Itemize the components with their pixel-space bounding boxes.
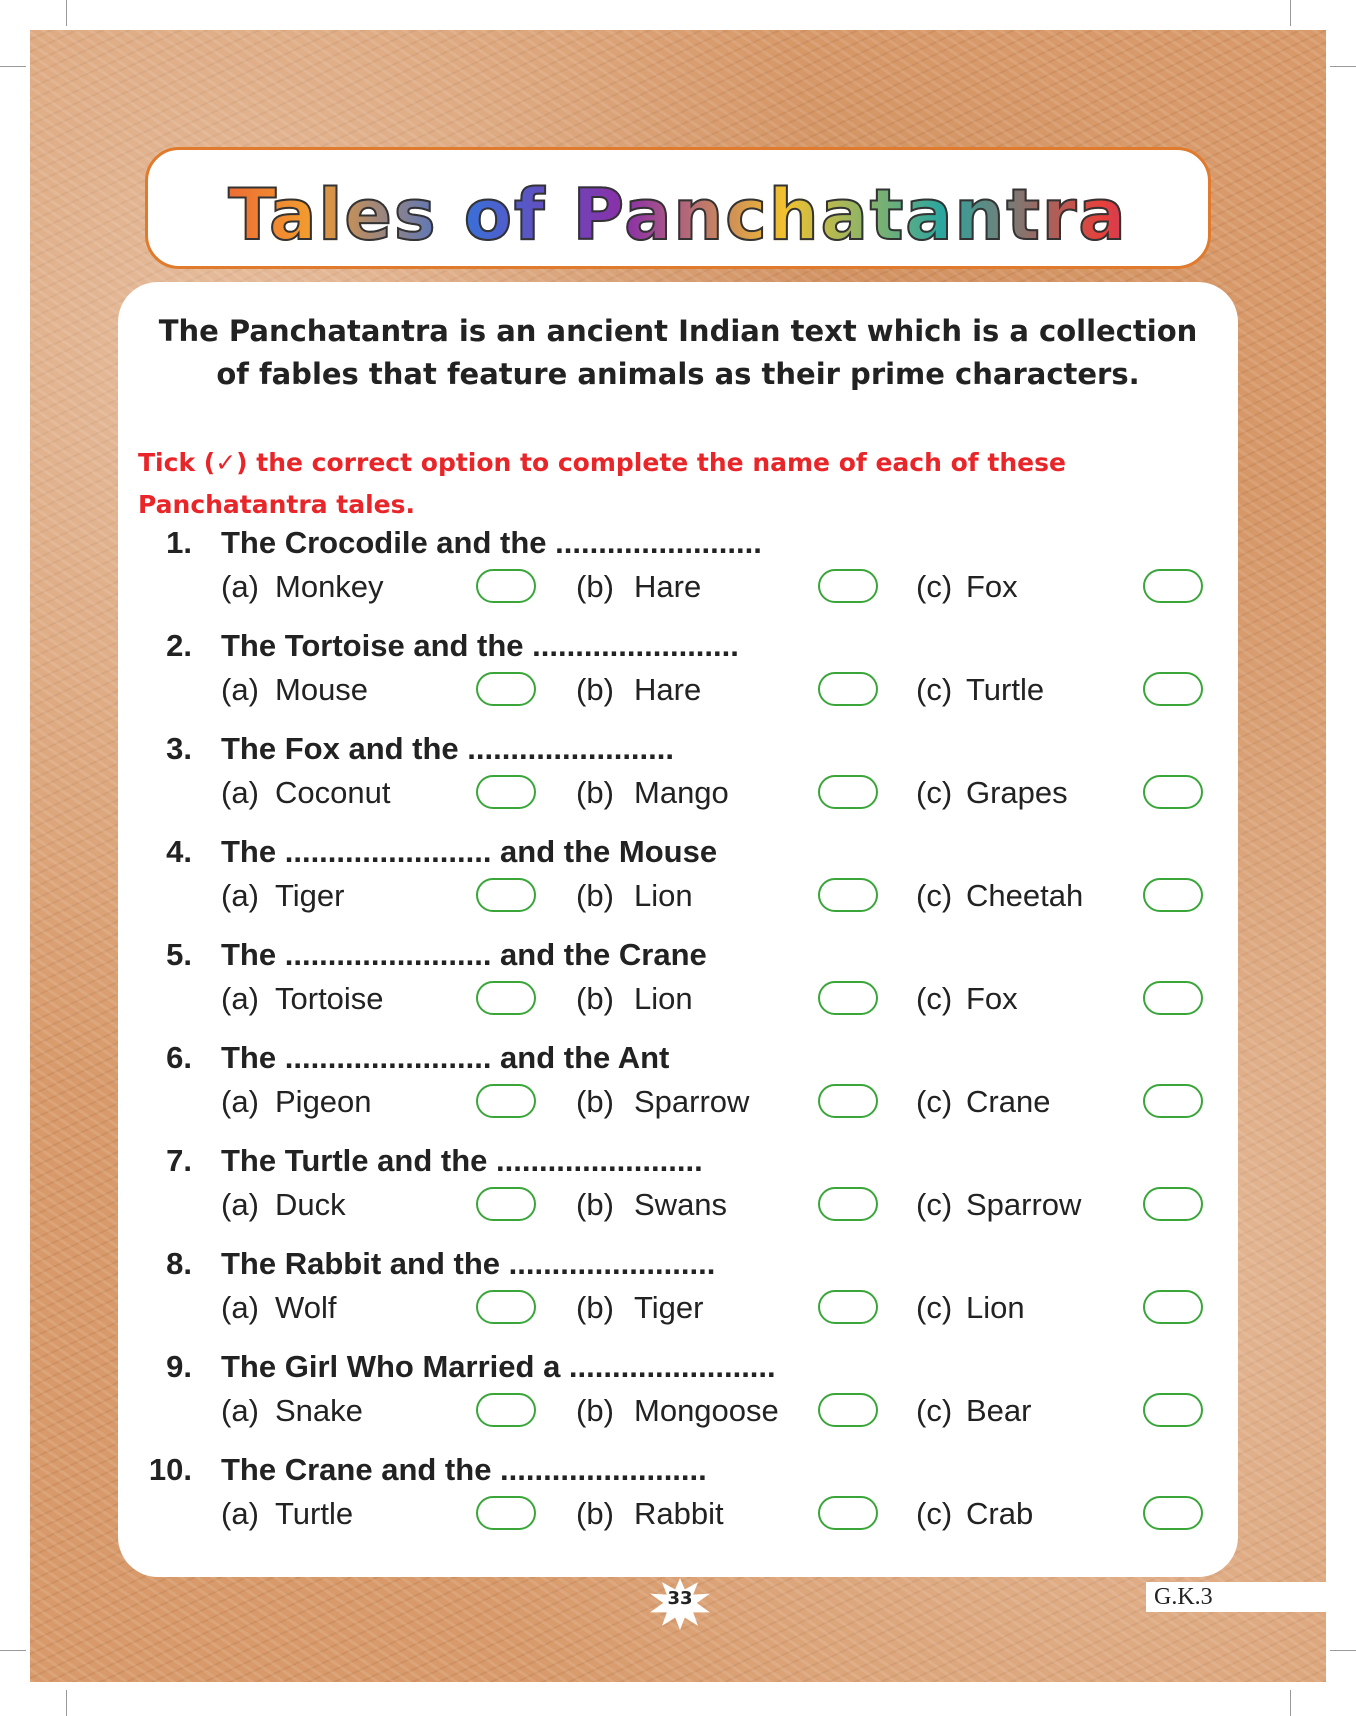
instruction-text: Tick (✓) the correct option to complete the name of each of these Panchatantra tales. xyxy=(138,448,1066,519)
option-letter: (c) xyxy=(916,1393,953,1428)
option-letter: (c) xyxy=(916,1496,953,1531)
option-label: Fox xyxy=(966,981,1018,1016)
option-label: Lion xyxy=(966,1290,1025,1325)
option-label: Tortoise xyxy=(275,981,384,1016)
question-number: 7. xyxy=(166,1143,192,1178)
tick-box[interactable] xyxy=(818,672,878,706)
question-row xyxy=(118,834,1238,937)
option-letter: (c) xyxy=(916,981,953,1016)
option-label: Tiger xyxy=(634,1290,704,1325)
tick-box[interactable] xyxy=(476,569,536,603)
option-label: Duck xyxy=(275,1187,346,1222)
tick-box[interactable] xyxy=(818,1290,878,1324)
option-letter: (c) xyxy=(916,672,953,707)
option-letter: (a) xyxy=(221,569,259,604)
intro-line-1: The Panchatantra is an ancient Indian text which is a collection xyxy=(158,314,1198,348)
option-label: Tiger xyxy=(275,878,345,913)
tick-box[interactable] xyxy=(818,1393,878,1427)
question-text: The Turtle and the ........................ xyxy=(221,1143,703,1178)
option-label: Hare xyxy=(634,569,702,604)
option-label: Lion xyxy=(634,981,693,1016)
option-label: Grapes xyxy=(966,775,1068,810)
option-letter: (b) xyxy=(576,569,614,604)
crop-mark xyxy=(1330,1650,1356,1651)
question-text: The Crane and the ........................ xyxy=(221,1452,707,1487)
tick-box[interactable] xyxy=(476,672,536,706)
tick-box[interactable] xyxy=(1143,1496,1203,1530)
tick-box[interactable] xyxy=(476,1290,536,1324)
question-number: 1. xyxy=(166,525,192,560)
option-label: Sparrow xyxy=(966,1187,1082,1222)
intro-paragraph xyxy=(118,310,1238,396)
option-label: Mango xyxy=(634,775,729,810)
tick-box[interactable] xyxy=(818,1084,878,1118)
tick-box[interactable] xyxy=(818,569,878,603)
page-title: Tales of Panchatantra xyxy=(148,174,1208,256)
question-row xyxy=(118,1349,1238,1452)
question-text: The Fox and the ........................ xyxy=(221,731,674,766)
crop-mark xyxy=(1330,66,1356,67)
tick-box[interactable] xyxy=(476,1496,536,1530)
option-letter: (b) xyxy=(576,1187,614,1222)
option-letter: (a) xyxy=(221,981,259,1016)
book-label: G.K.3 xyxy=(1146,1582,1326,1612)
page-number: 33 xyxy=(667,1588,693,1609)
question-number: 5. xyxy=(166,937,192,972)
tick-box[interactable] xyxy=(1143,981,1203,1015)
title-banner xyxy=(145,147,1211,269)
tick-box[interactable] xyxy=(476,1393,536,1427)
option-label: Coconut xyxy=(275,775,391,810)
option-label: Snake xyxy=(275,1393,363,1428)
tick-box[interactable] xyxy=(1143,1393,1203,1427)
question-row xyxy=(118,1143,1238,1246)
tick-box[interactable] xyxy=(818,1496,878,1530)
tick-box[interactable] xyxy=(1143,569,1203,603)
option-letter: (c) xyxy=(916,1084,953,1119)
option-label: Mongoose xyxy=(634,1393,779,1428)
option-letter: (a) xyxy=(221,1187,259,1222)
option-letter: (a) xyxy=(221,1393,259,1428)
option-letter: (c) xyxy=(916,775,953,810)
option-letter: (a) xyxy=(221,775,259,810)
option-letter: (c) xyxy=(916,569,953,604)
option-label: Rabbit xyxy=(634,1496,724,1531)
question-row xyxy=(118,628,1238,731)
tick-box[interactable] xyxy=(818,775,878,809)
option-letter: (b) xyxy=(576,775,614,810)
question-row xyxy=(118,937,1238,1040)
question-number: 9. xyxy=(166,1349,192,1384)
question-number: 6. xyxy=(166,1040,192,1075)
question-row xyxy=(118,525,1238,628)
option-label: Monkey xyxy=(275,569,384,604)
option-letter: (b) xyxy=(576,878,614,913)
option-letter: (b) xyxy=(576,981,614,1016)
question-row xyxy=(118,1452,1238,1555)
tick-box[interactable] xyxy=(818,981,878,1015)
option-label: Lion xyxy=(634,878,693,913)
tick-box[interactable] xyxy=(1143,878,1203,912)
question-text: The Girl Who Married a ........................ xyxy=(221,1349,776,1384)
tick-box[interactable] xyxy=(1143,1187,1203,1221)
option-letter: (a) xyxy=(221,672,259,707)
tick-box[interactable] xyxy=(476,981,536,1015)
option-label: Mouse xyxy=(275,672,369,707)
crop-mark xyxy=(1290,1690,1291,1716)
question-text: The Rabbit and the ........................ xyxy=(221,1246,716,1281)
question-row xyxy=(118,731,1238,834)
tick-box[interactable] xyxy=(476,775,536,809)
option-letter: (c) xyxy=(916,1187,953,1222)
question-number: 3. xyxy=(166,731,192,766)
tick-box[interactable] xyxy=(818,1187,878,1221)
option-label: Turtle xyxy=(275,1496,354,1531)
option-label: Wolf xyxy=(275,1290,337,1325)
option-label: Pigeon xyxy=(275,1084,372,1119)
tick-box[interactable] xyxy=(818,878,878,912)
crop-mark xyxy=(1290,0,1291,26)
option-letter: (b) xyxy=(576,1393,614,1428)
option-label: Hare xyxy=(634,672,702,707)
question-row xyxy=(118,1246,1238,1349)
question-text: The Crocodile and the ........................ xyxy=(221,525,762,560)
worksheet-card xyxy=(118,282,1238,1577)
crop-mark xyxy=(0,66,26,67)
question-number: 2. xyxy=(166,628,192,663)
option-letter: (a) xyxy=(221,1084,259,1119)
option-label: Bear xyxy=(966,1393,1032,1428)
question-number: 8. xyxy=(166,1246,192,1281)
question-text: The ........................ and the Crane xyxy=(221,937,707,972)
tick-box[interactable] xyxy=(476,878,536,912)
option-letter: (b) xyxy=(576,1496,614,1531)
option-label: Cheetah xyxy=(966,878,1084,913)
crop-mark xyxy=(66,0,67,26)
question-row xyxy=(118,1040,1238,1143)
option-letter: (b) xyxy=(576,1084,614,1119)
question-text: The Tortoise and the ........................ xyxy=(221,628,739,663)
question-number: 4. xyxy=(166,834,192,869)
option-label: Swans xyxy=(634,1187,728,1222)
option-label: Crab xyxy=(966,1496,1034,1531)
option-letter: (c) xyxy=(916,1290,953,1325)
option-label: Fox xyxy=(966,569,1018,604)
tick-box[interactable] xyxy=(1143,775,1203,809)
option-letter: (b) xyxy=(576,672,614,707)
option-label: Sparrow xyxy=(634,1084,750,1119)
option-letter: (a) xyxy=(221,1496,259,1531)
option-letter: (a) xyxy=(221,1290,259,1325)
option-label: Turtle xyxy=(966,672,1045,707)
tick-box[interactable] xyxy=(1143,1290,1203,1324)
tick-box[interactable] xyxy=(1143,672,1203,706)
option-letter: (b) xyxy=(576,1290,614,1325)
intro-line-2: of fables that feature animals as their prime characters. xyxy=(216,357,1140,391)
option-label: Crane xyxy=(966,1084,1051,1119)
question-text: The ........................ and the Mouse xyxy=(221,834,718,869)
tick-box[interactable] xyxy=(476,1084,536,1118)
crop-mark xyxy=(66,1690,67,1716)
tick-box[interactable] xyxy=(476,1187,536,1221)
crop-mark xyxy=(0,1650,26,1651)
option-letter: (a) xyxy=(221,878,259,913)
question-number: 10. xyxy=(148,1452,192,1487)
option-letter: (c) xyxy=(916,878,953,913)
tick-box[interactable] xyxy=(1143,1084,1203,1118)
question-text: The ........................ and the Ant xyxy=(221,1040,670,1075)
